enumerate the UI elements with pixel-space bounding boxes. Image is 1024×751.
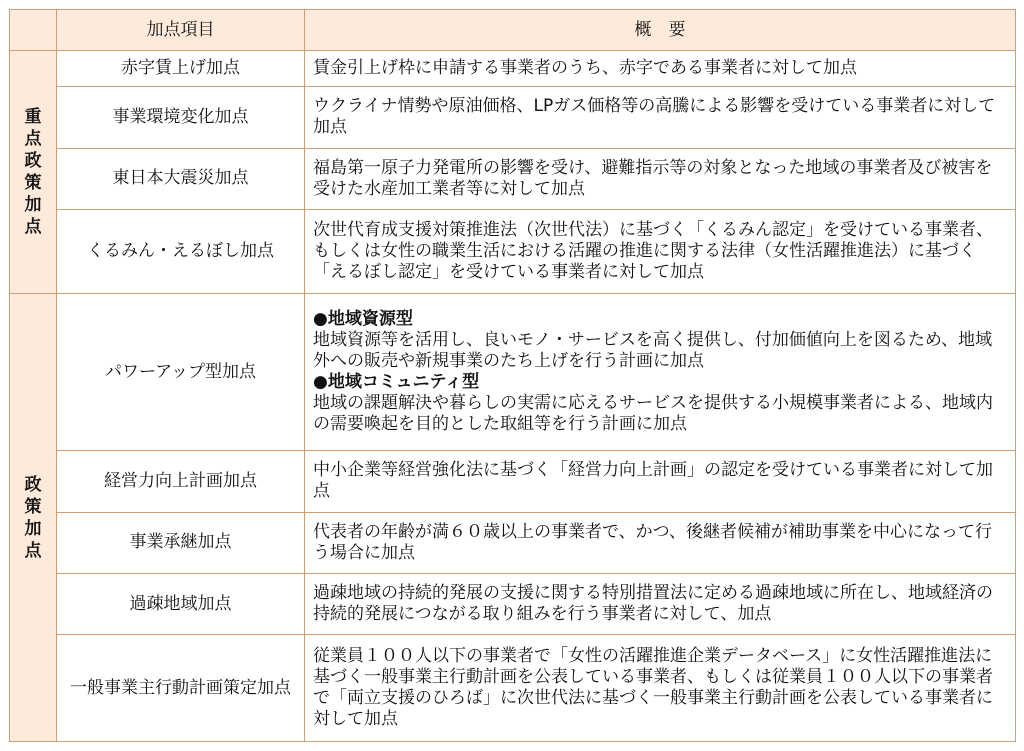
summary-cell: ウクライナ情勢や原油価格、LPガス価格等の高騰による影響を受けている事業者に対して加点 [305, 87, 1016, 148]
table-row [10, 294, 1016, 451]
table-row [10, 51, 1016, 87]
summary-cell: 従業員１００人以下の事業者で「女性の活躍推進企業データベース」に女性活躍推進法に基づく一般事業主行動計画を公表している事業者、もしくは従業員１００人以下の事業者で「両立支援のひろば」に次世代法に基づく一般事業主行動計画を公表している事業者に対して加点 [305, 635, 1016, 742]
header-item: 加点項目 [57, 10, 305, 51]
item-cell: パワーアップ型加点 [57, 294, 305, 451]
summary-cell [305, 294, 1016, 451]
table-row [10, 573, 1016, 634]
item-cell: 事業環境変化加点 [57, 87, 305, 148]
summary-cell: 福島第一原子力発電所の影響を受け、避難指示等の対象となった地域の事業者及び被害を受けた水産加工業者等に対して加点 [305, 148, 1016, 209]
summary-cell: 次世代育成支援対策推進法（次世代法）に基づく「くるみん認定」を受けている事業者、もしくは女性の職業生活における活躍の推進に関する法律（女性活躍推進法）に基づく「えるぼし認定」を受けている事業者に対して加点 [305, 209, 1016, 293]
table-row [10, 451, 1016, 512]
header-summary: 概 要 [305, 10, 1016, 51]
table-row [10, 512, 1016, 573]
group-cell-policy [10, 294, 57, 742]
header-row [10, 10, 1016, 51]
subtype-title: ●地域コミュニティ型 [313, 372, 480, 393]
item-cell: 一般事業主行動計画策定加点 [57, 635, 305, 742]
item-cell: 赤字賃上げ加点 [57, 51, 305, 87]
summary-cell: 過疎地域の持続的発展の支援に関する特別措置法に定める過疎地域に所在し、地域経済の持続的発展につながる取り組みを行う事業者に対して、加点 [305, 573, 1016, 634]
subtype-text: 地域資源等を活用し、良いモノ・サービスを高く提供し、付加価値向上を図るため、地域外への販売や新規事業のたち上げを行う計画に加点 [313, 330, 993, 372]
item-cell: 東日本大震災加点 [57, 148, 305, 209]
table-row [10, 209, 1016, 293]
table-row [10, 87, 1016, 148]
item-cell: 経営力向上計画加点 [57, 451, 305, 512]
group-label: 政策加点 [24, 474, 42, 561]
group-cell-priority [10, 51, 57, 294]
item-cell: くるみん・えるぼし加点 [57, 209, 305, 293]
summary-cell: 代表者の年齢が満６０歳以上の事業者で、かつ、後継者候補が補助事業を中心になって行う場合に加点 [305, 512, 1016, 573]
group-label: 重点政策加点 [24, 107, 42, 238]
summary-cell: 中小企業等経営強化法に基づく「経営力向上計画」の認定を受けている事業者に対して加点 [305, 451, 1016, 512]
item-cell: 過疎地域加点 [57, 573, 305, 634]
subtype-text: 地域の課題解決や暮らしの実需に応えるサービスを提供する小規模事業者による、地域内の需要喚起を目的とした取組等を行う計画に加点 [313, 393, 993, 435]
summary-cell: 賃金引上げ枠に申請する事業者のうち、赤字である事業者に対して加点 [305, 51, 1016, 87]
subtype-title: ●地域資源型 [313, 309, 413, 330]
table-row [10, 635, 1016, 742]
item-cell: 事業承継加点 [57, 512, 305, 573]
bonus-points-table [9, 9, 1016, 742]
header-corner-cell [10, 10, 57, 51]
table-row [10, 148, 1016, 209]
